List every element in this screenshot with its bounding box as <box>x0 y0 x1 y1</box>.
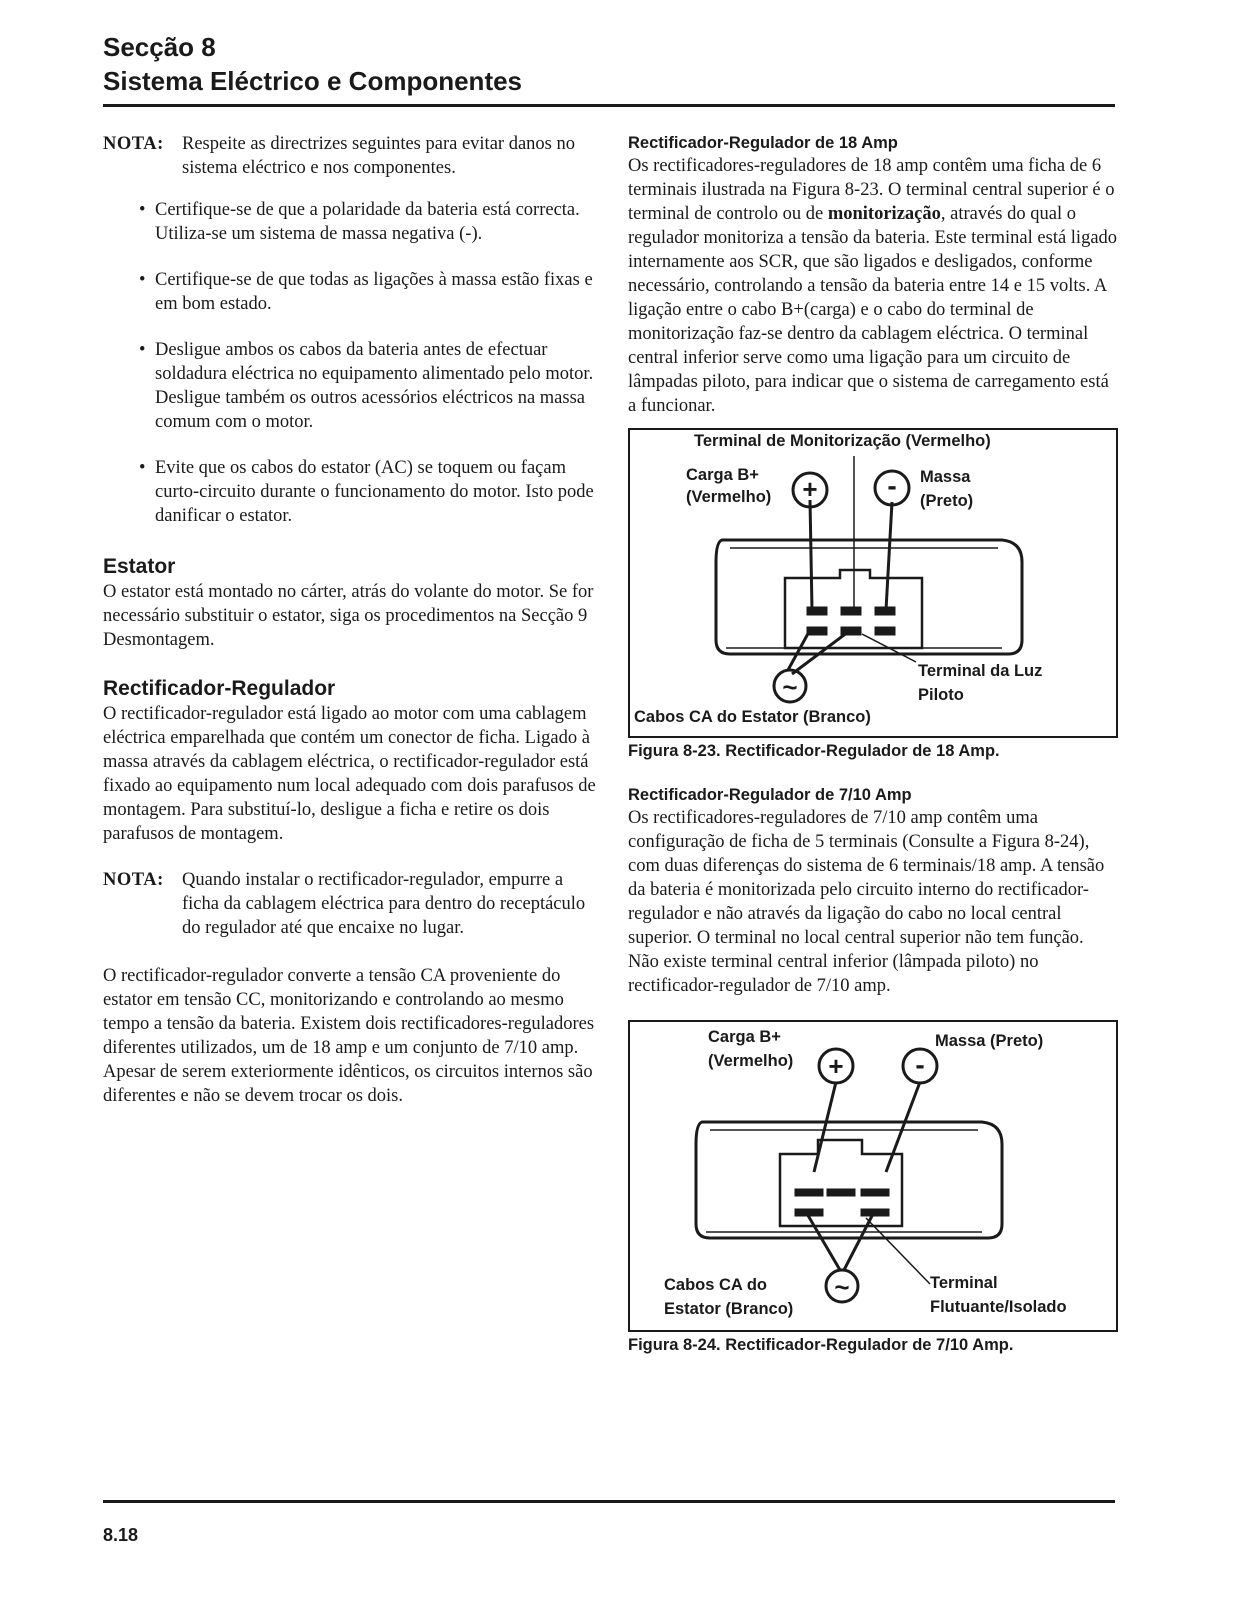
minus-symbol: - <box>915 1049 925 1080</box>
r710-paragraph: Os rectificadores-reguladores de 7/10 amp contêm uma configuração de ficha de 5 terminais (Consulte a Figura 8-24), com duas diferenças do sistema de 6 terminais/18 amp. A tensão da bateria é monitorizada pelo circuito interno do rectificador-regulador e não através da ligação do cabo no local central superior. O terminal no local central superior não tem função. Não existe terminal central inferior (lâmpada piloto) no rectificador-regulador de 7/10 amp. <box>628 808 1105 996</box>
note-label: NOTA: <box>103 870 164 890</box>
rectifier-paragraph: O rectificador-regulador está ligado ao motor com uma cablagem eléctrica emparelhada que contém um conector de ficha. Ligado à massa através da cablagem eléctrica, o rectificador-regulador está fixado ao equipamento num local adequado com dois parafusos de montagem. Para substituí-lo, desligue a ficha e retire os dois parafusos de montagem. <box>103 704 596 844</box>
r18-text-bold: monitorização <box>827 204 941 224</box>
section-number: Secção 8 <box>103 32 216 62</box>
footer-rule <box>103 1500 1115 1503</box>
r18-text-a: Os rectificadores-reguladores de 18 amp contêm uma ficha de 6 terminais ilustrada na Figura 8-23. O terminal central superior é o terminal de controlo ou de <box>628 156 1115 224</box>
page-number: 8.18 <box>103 1525 139 1545</box>
note-electrical <box>103 132 598 180</box>
label-massa: Massa <box>920 468 971 486</box>
figure-8-23 <box>628 428 1118 738</box>
label-ac-leads: Cabos CA do Estator (Branco) <box>634 708 871 726</box>
left-column <box>103 132 598 1108</box>
r18-heading: Rectificador-Regulador de 18 Amp <box>628 134 898 152</box>
label-carga: Carga B+ <box>686 466 759 484</box>
label-carga-color: (Vermelho) <box>686 488 772 506</box>
label-carga: Carga B+ <box>708 1028 781 1046</box>
label-pilot: Piloto <box>918 686 964 704</box>
r18-paragraph <box>628 154 1118 418</box>
label-ac-leads: Cabos CA do <box>664 1276 767 1294</box>
plus-symbol: + <box>802 474 818 504</box>
rectifier-paragraph-2: O rectificador-regulador converte a tensão CA proveniente do estator em tensão CC, monitorizando e controlando ao mesmo tempo a tensão da bateria. Existem dois rectificadores-reguladores diferentes utilizados, um de 18 amp e um conjunto de 7/10 amp. Apesar de serem exteriormente idênticos, os circuitos internos são diferentes e não se devem trocar os dois. <box>103 966 595 1106</box>
ac-symbol: ~ <box>834 1272 850 1302</box>
label-carga-color: (Vermelho) <box>708 1052 794 1070</box>
label-pilot-terminal: Terminal da Luz <box>918 662 1043 680</box>
minus-symbol: - <box>887 470 897 501</box>
list-item: • Evite que os cabos do estator (AC) se toquem ou façam curto-circuito durante o funcionamento do motor. Isto pode danificar o estator. <box>139 456 598 528</box>
note-install <box>103 868 598 940</box>
estator-heading: Estator <box>103 555 176 578</box>
label-ac-leads-2: Estator (Branco) <box>664 1300 794 1318</box>
label-massa: Massa (Preto) <box>935 1032 1044 1050</box>
right-column <box>628 132 1118 1356</box>
estator-paragraph: O estator está montado no cárter, atrás do volante do motor. Se for necessário substituir o estator, siga os procedimentos na Secção 9 Desmontagem. <box>103 582 594 650</box>
rectifier-heading: Rectificador-Regulador <box>103 677 336 700</box>
figure-8-23-caption: Figura 8-23. Rectificador-Regulador de 18 Amp. <box>628 742 1000 760</box>
figure-8-24-caption: Figura 8-24. Rectificador-Regulador de 7/10 Amp. <box>628 1336 1014 1354</box>
precautions-list <box>103 198 598 528</box>
note-text: Respeite as directrizes seguintes para evitar danos no sistema eléctrico e nos componentes. <box>182 134 575 178</box>
list-item: • Certifique-se de que todas as ligações à massa estão fixas e em bom estado. <box>139 268 598 316</box>
list-item: • Desligue ambos os cabos da bateria antes de efectuar soldadura eléctrica no equipamento alimentado pelo motor. Desligue também os outros acessórios eléctricos na massa comum com o motor. <box>139 338 598 434</box>
r18-text-b: , através do qual o regulador monitoriza a tensão da bateria. Este terminal está ligado internamente aos SCR, que são ligados e desligados, conforme necessário, controlando a tensão da bateria entre 14 e 15 volts. A ligação entre o cabo B+(carga) e o cabo do terminal de monitorização faz-se dentro da cablagem eléctrica. O terminal central inferior serve como uma ligação para um circuito de lâmpadas piloto, para indicar que o sistema de carregamento está a funcionar. <box>628 204 1118 416</box>
figure-8-24 <box>628 1020 1118 1332</box>
label-floating-terminal-2: Flutuante/Isolado <box>930 1298 1067 1316</box>
header-rule <box>103 104 1115 107</box>
section-title: Sistema Eléctrico e Componentes <box>103 66 523 96</box>
label-floating-terminal: Terminal <box>930 1274 998 1292</box>
label-monitor-terminal: Terminal de Monitorização (Vermelho) <box>694 432 991 450</box>
list-item: • Certifique-se de que a polaridade da bateria está correcta. Utiliza-se um sistema de massa negativa (-). <box>139 198 598 246</box>
plus-symbol: + <box>828 1051 844 1081</box>
label-massa-color: (Preto) <box>920 492 974 510</box>
ac-symbol: ~ <box>782 672 798 702</box>
note-text: Quando instalar o rectificador-regulador, empurre a ficha da cablagem eléctrica para dentro do receptáculo do regulador até que encaixe no lugar. <box>182 870 586 938</box>
page-header <box>103 30 1113 98</box>
note-label: NOTA: <box>103 134 164 154</box>
r710-heading: Rectificador-Regulador de 7/10 Amp <box>628 786 912 804</box>
